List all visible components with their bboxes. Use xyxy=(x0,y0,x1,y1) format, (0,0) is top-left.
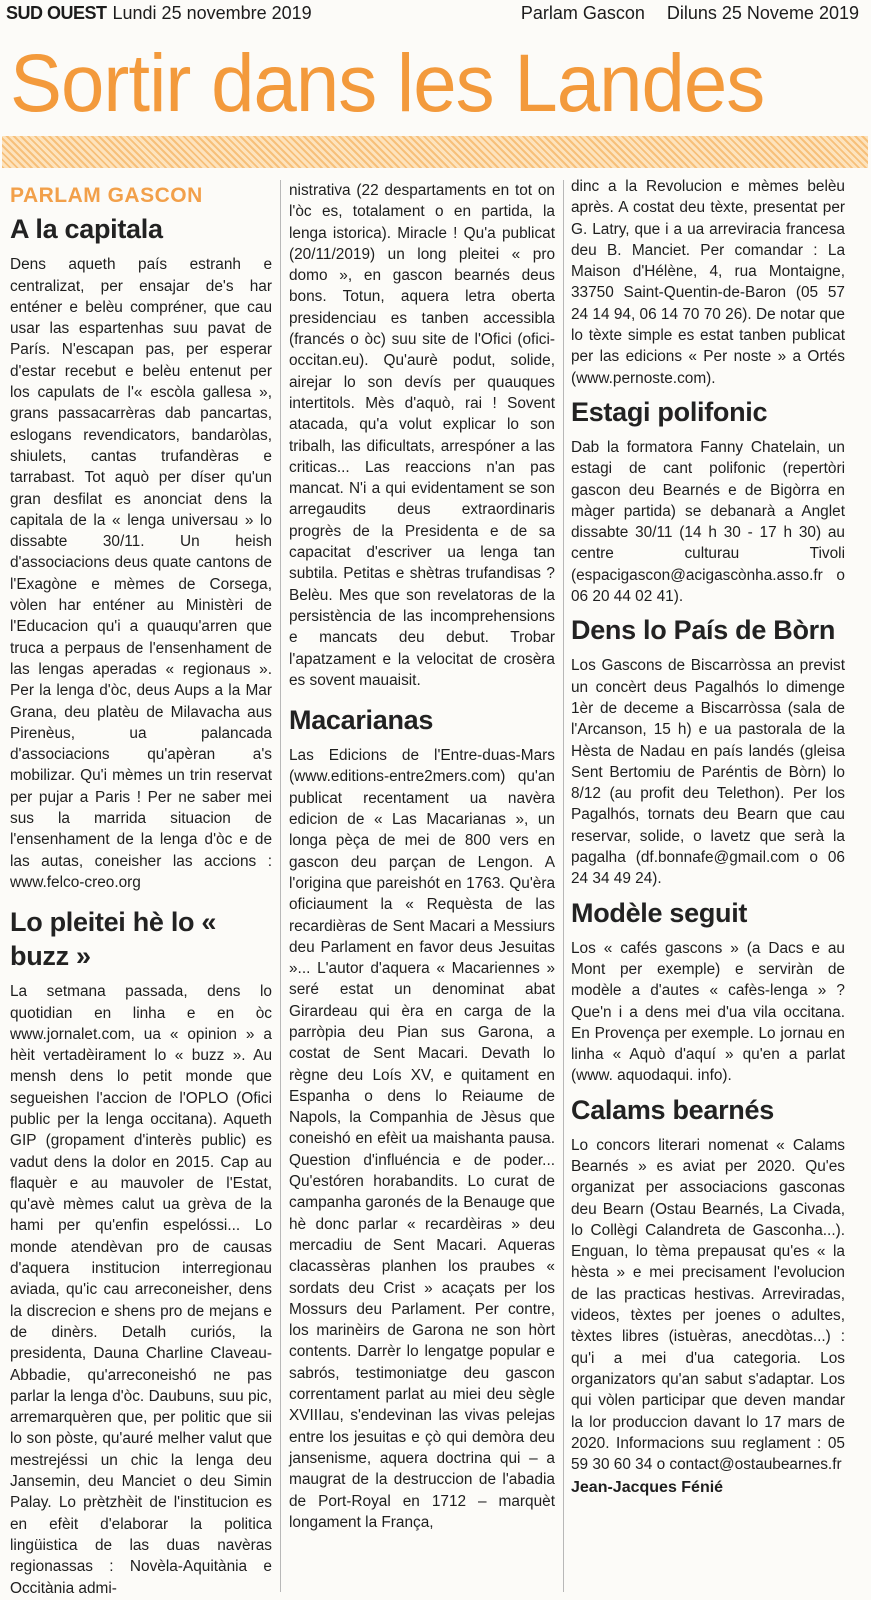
author-signature: Jean-Jacques Fénié xyxy=(571,1479,724,1497)
header-right xyxy=(521,3,859,24)
article-macarianas-continued: dinc a la Revolucion e mèmes belèu après. A costat deu tèxte, presentat per G. Latry, que i a ua arreviracia francesa deu B. Manciet. Per comandar : La Maison d'Hélène, 4, rua Montaigne, 33750 Saint-Quentin-de-Baron (05 57 24 14 94, 06 14 70 70 26). De notar que lo tèxte simple es estat tanben publicat per las edicions « Per noste » a Ortés (www.pernoste.com). xyxy=(571,178,845,387)
page-header xyxy=(6,0,859,26)
article-estagi: Dab la formatora Fanny Chatelain, un estagi de cant polifonic (repertòri gascon deu Bearnés e de Bigòrra en màger partida) se debanarà a Anglet dissabte 30/11 (14 h 30 - 17 h 30) au centre culturau Tivoli (espacigascon@acigascònha.asso.fr o 06 20 44 02 41). xyxy=(571,438,845,606)
headline-estagi: Estagi polifonic xyxy=(571,396,768,427)
masthead xyxy=(2,36,868,134)
article-modele: Los « cafés gascons » (a Dacs e au Mont per exemple) e serviràn de modèle a d'autes « cafès-lenga » ? Que'n i a dens mei d'ua vila occitana. En Provença per exemple. Lo jornau en linha « Aquò d'aquí » qu'en a parlat (www. aquodaqui. info). xyxy=(571,939,845,1085)
brand-logo: SUD OUEST xyxy=(6,2,107,23)
article-capitala: Dens aqueth país estranh e centralizat, per ensajar de's har enténer e belèu compréner, que cau usar las espartenhas suu pavat de París. N'escapan pas, per esperar d'estar recebut e belèu entenut per los capulats de l'« escòla gallesa », grans passacarrèras dab pancartas, eslogans revendicators, bandaròlas, shiulets, cantas trufandèras e tarrabast. Tot aquò per díser qu'un gran desfilat es anonciat dens la capitala de la « lenga universau » lo dissabte 30/11. Un heish d'associacions deus quate cantons de l'Exagòne e mèmes de Corsega, vòlen har enténer au Ministèri de l'Educacion qu'i a quauqu'arren que truca a perpaus de l'ensenhament de las lengas aperadas « regionaus ». Per la lenga d'òc, deus Aups a la Mar Grana, deu platèu de Milavacha aus Pirenèus, ua palancada d'associacions qu'apèran a's mobilizar. Qu'i mèmes un trin reservat per pujar a Paris ! Per ne saber mei sus la marrida situacion de l'ensenhament de la lenga d'òc e de las autas, coneisher las accions : www.felco-creo.org xyxy=(10,256,272,891)
kicker: PARLAM GASCON xyxy=(10,184,203,207)
headline-macarianas: Macarianas xyxy=(289,705,434,736)
column-rule xyxy=(280,180,281,1592)
headline-calams: Calams bearnés xyxy=(571,1094,774,1125)
article-born: Los Gascons de Biscarròssa an previst un concèrt deus Pagalhós lo dimenge 1èr de deceme a Biscarròssa (sala de l'Arcanson, 15 h) e ua pastorala de la Hèsta de Nadau en país landés (gleisa Sent Bertomiu de Paréntis de Bòrn) lo 8/12 (au profit deu Telethon). Per los Pagalhós, tornats deu Bearn que cau reservar, solide, o lavetz que serà la pagalha (df.bonnafe@gmail.com o 06 24 34 49 24). xyxy=(571,657,845,888)
headline-born: Dens lo País de Bòrn xyxy=(571,615,836,646)
date-fr: Lundi 25 novembre 2019 xyxy=(112,2,312,23)
headline-modele: Modèle seguit xyxy=(571,897,748,928)
column-1 xyxy=(10,185,272,1599)
column-rule xyxy=(563,180,564,1592)
column-2 xyxy=(289,180,555,1533)
column-3 xyxy=(571,176,845,1499)
date-oc: Diluns 25 Noveme 2019 xyxy=(666,2,859,23)
article-pleitei-continued: nistrativa (22 despartaments en tot on l'òc es, totalament o en partida, la lenga istorica). Miracle ! Qu'a publicat (20/11/2019) un long pleitei « pro domo », en gascon bearnés deus bons. Totun, aquera letra oberta presidenciau es tanben accessibla (francés o òc) suu site de l'Ofici (ofici-occitan.eu). Qu'aurè podut, solide, airejar lo son devís per quauques intertitols. Mès d'aquò, rai ! Sovent atacada, qu'a volut explicar lo son tribalh, las dificultats, arrespóner a las criticas... Las reaccions n'an pas mancat. N'i a qui evidentament se son arregaudits deus extraordinaris progrès de la Presidenta e de sa capacitat d'escriver ua lenga tan subtila. Petitas e shètras trufandisas ? Belèu. Mes que son revelatoras de la persistència de las incomprehensions e mancats deu debut. Trobar l'apatzament e la velocitat de crosèra es sovent mauaisit. xyxy=(289,182,555,689)
article-macarianas: Las Edicions de l'Entre-duas-Mars (www.editions-entre2mers.com) qu'an publicat recentament ua navèra edicion de « Las Macarianas », un longa pèça de mei de 800 vers en gascon deu parçan de Lengon. A l'origina que pareishót en 1763. Qu'èra oficiaument la « Requèsta de las recardièras de Sent Macari a Messiurs deu Parlament en favor deus Jesuitas »... L'autor d'aquera « Macariennes » seré estat un denominat abat Girardeau qui èra en carga de la parròpia deu Pian sus Garona, a costat de Sent Macari. Devath lo règne deu Loís XV, e quitament en Espanha o dens lo Reiaume de Napols, la Companhia de Jèsus que coneishó en efèit ua maishanta pausa. Question d'influéncia e de poder... Qu'estóren horabandits. Lo curat de campanha garonés de la Benauge que hè donc parlar « recardèiras » deu mercadiu de Sent Macari. Aqueras clacassèras planhen los praubes « sordats deu Crist » acaçats per los Mossurs deu Parlament. Per contre, los marinèirs de Garona ne son hòrt contents. Darrèr lo lengatge popular e sabrós, testimoniatge deu gascon correntament parlat au miei deu sègle XVIIIau, s'endevinan las vivas pelejas entre los jesuitas e çò qui demòra deu jansenisme, aquera doctrina qui – a maugrat de la destruccion de l'abadia de Port-Royal en 1712 – marquèt longament la França, xyxy=(289,747,555,1531)
article-calams: Lo concors literari nomenat « Calams Bearnés » es aviat per 2020. Qu'es organizat per associacions gasconas deu Bearn (Ostau Bearnés, La Civada, lo Collègi Calandreta de Gasconha...). Enguan, lo tèma prepausat qu'es « la hèsta » e mei precisament l'evolucion de las practicas hestivas. Arreviradas, videos, tèxtes per joenes o adultes, tèxtes libres (istuèras, anecdòtas...) : qu'i a mei d'ua categoria. Los organizators qu'an sabut s'adaptar. Los qui vòlen participar que deven mandar la lor produccion davant lo 17 mars de 2020. Informacions suu reglament : 05 59 30 60 34 o contact@ostaubearnes.fr xyxy=(571,1136,845,1474)
headline-pleitei: Lo pleitei hè lo « buzz » xyxy=(10,907,217,972)
article-pleitei: La setmana passada, dens lo quotidian en linha e en òc www.jornalet.com, ua « opinion » a hèit vertadèirament lo « buzz ». Au mensh dens lo petit monde que segueishen l'accion de l'OPLO (Ofici public per la lenga occitana). Aqueth GIP (gropament d'interès public) es vadut dens la dolor en 2015. Cap au flaquèr e au mauvoler de l'Estat, qu'avè mèmes calut ua grèva de la hami per qu'enfin espelóssi... Lo monde atendèvan pro de causas d'aquera institucion interregionau aviada, qu'ic cau arreconeisher, dens la discrecion e shens pro de mejans e de dinèrs. Detalh curiós, la presidenta, Dauna Charline Claveau-Abbadie, qu'arreconeishó ne pas parlar la lenga d'òc. Daubuns, suu pic, arremarquèren que, per politic que sii lo son pòste, qu'auré melher valut que mestrejéssi un chic la lenga deu Jansemin, deu Manciet o deu Simin Palay. Lo prètzhèit de l'institucion es en efèit d'elaborar la politica lingüistica de las duas navèras regionassas : Novèla-Aquitània e Occitània admi- xyxy=(10,983,272,1597)
masthead-title: Sortir dans les Landes xyxy=(10,38,765,129)
section-name: Parlam Gascon xyxy=(520,2,645,23)
header-left xyxy=(6,3,312,24)
headline-capitala: A la capitala xyxy=(10,214,163,245)
masthead-band xyxy=(2,136,868,168)
